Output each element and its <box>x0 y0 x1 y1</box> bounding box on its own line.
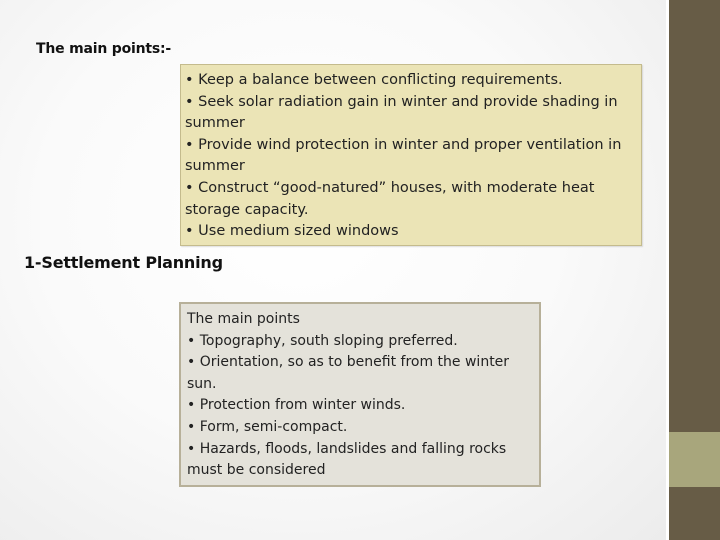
sidebar-band <box>666 0 720 540</box>
sidebar-accent-block <box>669 432 720 487</box>
section-heading: 1-Settlement Planning <box>24 253 223 272</box>
main-points-box <box>180 64 642 246</box>
settlement-points-line: • Topography, south sloping preferred. <box>187 332 458 349</box>
settlement-points-line: • Hazards, floods, landslides and falling rocks <box>187 440 507 457</box>
settlement-points-line: • Orientation, so as to benefit from the winter <box>187 354 510 371</box>
settlement-points-line: • Protection from winter winds. <box>187 397 406 414</box>
main-points-line: • Provide wind protection in winter and proper ventilation in <box>185 136 622 153</box>
main-points-heading: The main points:- <box>36 41 172 57</box>
main-points-line: • Seek solar radiation gain in winter and provide shading in <box>185 93 618 110</box>
main-points-line: summer <box>185 158 245 175</box>
main-points-line: • Use medium sized windows <box>185 223 399 240</box>
settlement-points-box <box>179 302 541 487</box>
settlement-points-line: • Form, semi-compact. <box>187 418 348 435</box>
settlement-points-line: The main points <box>187 311 300 327</box>
main-points-line: • Keep a balance between conflicting requirements. <box>185 72 563 88</box>
main-points-line: summer <box>185 115 245 132</box>
settlement-points-line: sun. <box>187 375 217 392</box>
main-points-line: storage capacity. <box>185 201 309 218</box>
main-points-line: • Construct “good-natured” houses, with moderate heat <box>185 179 595 196</box>
settlement-points-line: must be considered <box>187 462 326 479</box>
